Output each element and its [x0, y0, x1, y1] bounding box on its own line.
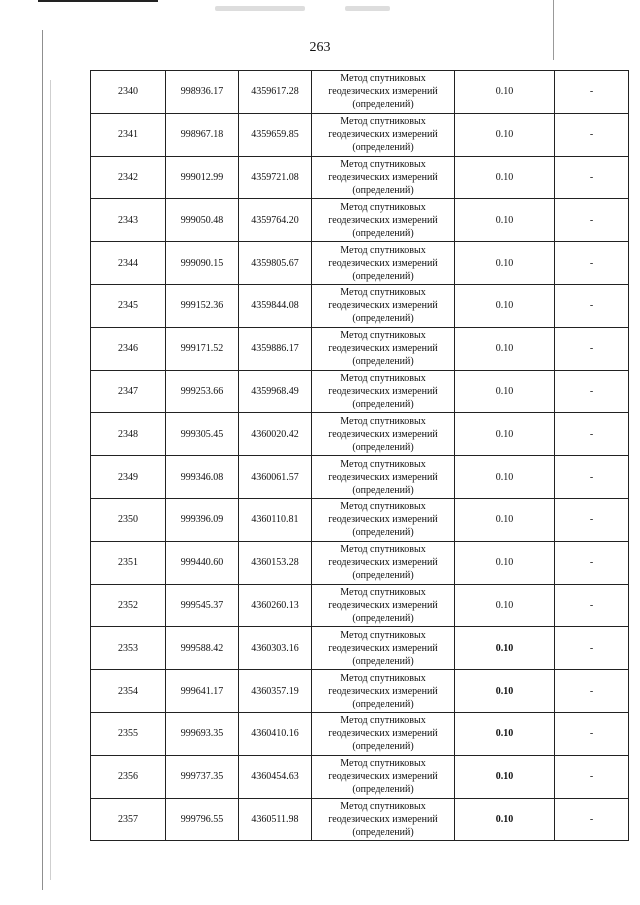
method-text-line: Метод спутниковых [340, 201, 426, 213]
method-text-line: Метод спутниковых [340, 287, 426, 299]
method-text-line: геодезических измерений [328, 685, 438, 697]
method-text-line: геодезических измерений [328, 385, 438, 397]
y-coordinate-cell: 4360061.57 [239, 456, 312, 499]
method-text-line: Метод спутниковых [340, 244, 426, 256]
method-text-line: Метод спутниковых [340, 758, 426, 770]
y-coordinate-cell: 4359805.67 [239, 242, 312, 285]
x-coordinate-cell: 999737.35 [166, 755, 239, 798]
accuracy-cell: 0.10 [455, 113, 555, 156]
scan-edge-top [38, 0, 158, 2]
y-coordinate-cell: 4360511.98 [239, 798, 312, 841]
y-coordinate-cell: 4360153.28 [239, 541, 312, 584]
x-coordinate-cell: 999253.66 [166, 370, 239, 413]
accuracy-cell: 0.10 [455, 199, 555, 242]
accuracy-cell: 0.10 [455, 327, 555, 370]
x-coordinate-cell: 999796.55 [166, 798, 239, 841]
accuracy-cell: 0.10 [455, 498, 555, 541]
table-row [91, 627, 629, 670]
method-text-line: (определений) [352, 227, 414, 239]
method-cell [312, 584, 455, 627]
method-text-line: (определений) [352, 270, 414, 282]
x-coordinate-cell: 999588.42 [166, 627, 239, 670]
method-text-line: геодезических измерений [328, 214, 438, 226]
accuracy-cell: 0.10 [455, 456, 555, 499]
method-text-line: геодезических измерений [328, 300, 438, 312]
note-cell: - [555, 584, 629, 627]
method-cell [312, 413, 455, 456]
note-cell: - [555, 370, 629, 413]
method-text-line: (определений) [352, 99, 414, 111]
point-number-cell: 2354 [91, 670, 166, 713]
scan-margin-line [50, 80, 51, 880]
scan-smudge [215, 6, 305, 11]
method-text-line: геодезических измерений [328, 728, 438, 740]
note-cell: - [555, 670, 629, 713]
page-number: 263 [309, 40, 331, 55]
method-cell [312, 627, 455, 670]
accuracy-cell: 0.10 [455, 712, 555, 755]
x-coordinate-cell: 999090.15 [166, 242, 239, 285]
point-number-cell: 2353 [91, 627, 166, 670]
accuracy-cell: 0.10 [455, 627, 555, 670]
note-cell: - [555, 712, 629, 755]
y-coordinate-cell: 4360110.81 [239, 498, 312, 541]
point-number-cell: 2345 [91, 284, 166, 327]
method-text-line: Метод спутниковых [340, 73, 426, 85]
x-coordinate-cell: 999396.09 [166, 498, 239, 541]
point-number-cell: 2351 [91, 541, 166, 584]
note-cell: - [555, 71, 629, 114]
accuracy-cell: 0.10 [455, 71, 555, 114]
method-text-line: геодезических измерений [328, 771, 438, 783]
method-text-line: геодезических измерений [328, 514, 438, 526]
table-row [91, 71, 629, 114]
y-coordinate-cell: 4359721.08 [239, 156, 312, 199]
table-row [91, 156, 629, 199]
x-coordinate-cell: 999050.48 [166, 199, 239, 242]
x-coordinate-cell: 999012.99 [166, 156, 239, 199]
x-coordinate-cell: 999545.37 [166, 584, 239, 627]
method-text-line: (определений) [352, 398, 414, 410]
method-text-line: Метод спутниковых [340, 800, 426, 812]
method-cell [312, 284, 455, 327]
y-coordinate-cell: 4360260.13 [239, 584, 312, 627]
note-cell: - [555, 113, 629, 156]
accuracy-cell: 0.10 [455, 755, 555, 798]
point-number-cell: 2347 [91, 370, 166, 413]
method-text-line: геодезических измерений [328, 343, 438, 355]
table-row [91, 498, 629, 541]
table-row [91, 541, 629, 584]
x-coordinate-cell: 999641.17 [166, 670, 239, 713]
method-text-line: (определений) [352, 655, 414, 667]
note-cell: - [555, 413, 629, 456]
method-cell [312, 670, 455, 713]
scan-margin-line [42, 30, 43, 890]
accuracy-cell: 0.10 [455, 670, 555, 713]
x-coordinate-cell: 999171.52 [166, 327, 239, 370]
table-row [91, 670, 629, 713]
y-coordinate-cell: 4359659.85 [239, 113, 312, 156]
method-text-line: (определений) [352, 441, 414, 453]
point-number-cell: 2357 [91, 798, 166, 841]
method-cell [312, 498, 455, 541]
method-text-line: Метод спутниковых [340, 415, 426, 427]
y-coordinate-cell: 4359764.20 [239, 199, 312, 242]
point-number-cell: 2342 [91, 156, 166, 199]
x-coordinate-cell: 998936.17 [166, 71, 239, 114]
note-cell: - [555, 456, 629, 499]
method-text-line: Метод спутниковых [340, 629, 426, 641]
point-number-cell: 2344 [91, 242, 166, 285]
method-text-line: (определений) [352, 826, 414, 838]
method-cell [312, 755, 455, 798]
method-cell [312, 242, 455, 285]
x-coordinate-cell: 999693.35 [166, 712, 239, 755]
table-row [91, 584, 629, 627]
method-text-line: Метод спутниковых [340, 715, 426, 727]
point-number-cell: 2355 [91, 712, 166, 755]
point-number-cell: 2348 [91, 413, 166, 456]
method-text-line: геодезических измерений [328, 171, 438, 183]
method-text-line: Метод спутниковых [340, 372, 426, 384]
y-coordinate-cell: 4359844.08 [239, 284, 312, 327]
y-coordinate-cell: 4360357.19 [239, 670, 312, 713]
table-row [91, 199, 629, 242]
point-number-cell: 2352 [91, 584, 166, 627]
y-coordinate-cell: 4359886.17 [239, 327, 312, 370]
method-cell [312, 327, 455, 370]
table-row [91, 456, 629, 499]
note-cell: - [555, 156, 629, 199]
note-cell: - [555, 627, 629, 670]
x-coordinate-cell: 999346.08 [166, 456, 239, 499]
y-coordinate-cell: 4360454.63 [239, 755, 312, 798]
method-text-line: (определений) [352, 142, 414, 154]
note-cell: - [555, 498, 629, 541]
method-text-line: (определений) [352, 484, 414, 496]
accuracy-cell: 0.10 [455, 242, 555, 285]
method-cell [312, 199, 455, 242]
note-cell: - [555, 199, 629, 242]
point-number-cell: 2340 [91, 71, 166, 114]
method-text-line: Метод спутниковых [340, 330, 426, 342]
method-text-line: (определений) [352, 612, 414, 624]
table-row [91, 798, 629, 841]
note-cell: - [555, 541, 629, 584]
y-coordinate-cell: 4359968.49 [239, 370, 312, 413]
method-text-line: геодезических измерений [328, 129, 438, 141]
coordinates-table [90, 70, 629, 841]
table-row [91, 712, 629, 755]
method-text-line: геодезических измерений [328, 642, 438, 654]
point-number-cell: 2341 [91, 113, 166, 156]
table-row [91, 370, 629, 413]
method-text-line: (определений) [352, 527, 414, 539]
method-text-line: геодезических измерений [328, 257, 438, 269]
method-cell [312, 156, 455, 199]
accuracy-cell: 0.10 [455, 798, 555, 841]
method-cell [312, 798, 455, 841]
method-text-line: Метод спутниковых [340, 672, 426, 684]
y-coordinate-cell: 4360303.16 [239, 627, 312, 670]
method-text-line: (определений) [352, 741, 414, 753]
note-cell: - [555, 755, 629, 798]
table-row [91, 413, 629, 456]
table-row [91, 113, 629, 156]
method-text-line: Метод спутниковых [340, 458, 426, 470]
note-cell: - [555, 242, 629, 285]
method-cell [312, 113, 455, 156]
method-text-line: (определений) [352, 570, 414, 582]
method-cell [312, 456, 455, 499]
note-cell: - [555, 284, 629, 327]
y-coordinate-cell: 4359617.28 [239, 71, 312, 114]
point-number-cell: 2356 [91, 755, 166, 798]
method-text-line: (определений) [352, 184, 414, 196]
note-cell: - [555, 798, 629, 841]
table-body [91, 71, 629, 841]
table-row [91, 327, 629, 370]
method-text-line: геодезических измерений [328, 813, 438, 825]
point-number-cell: 2346 [91, 327, 166, 370]
method-text-line: (определений) [352, 313, 414, 325]
method-text-line: (определений) [352, 698, 414, 710]
method-text-line: геодезических измерений [328, 599, 438, 611]
method-text-line: геодезических измерений [328, 557, 438, 569]
table-row [91, 755, 629, 798]
point-number-cell: 2350 [91, 498, 166, 541]
method-text-line: Метод спутниковых [340, 586, 426, 598]
method-text-line: Метод спутниковых [340, 501, 426, 513]
y-coordinate-cell: 4360410.16 [239, 712, 312, 755]
table-row [91, 284, 629, 327]
accuracy-cell: 0.10 [455, 541, 555, 584]
accuracy-cell: 0.10 [455, 156, 555, 199]
method-cell [312, 71, 455, 114]
method-text-line: (определений) [352, 784, 414, 796]
accuracy-cell: 0.10 [455, 284, 555, 327]
point-number-cell: 2343 [91, 199, 166, 242]
method-text-line: геодезических измерений [328, 428, 438, 440]
method-text-line: Метод спутниковых [340, 544, 426, 556]
accuracy-cell: 0.10 [455, 584, 555, 627]
method-text-line: Метод спутниковых [340, 116, 426, 128]
method-text-line: геодезических измерений [328, 86, 438, 98]
method-text-line: геодезических измерений [328, 471, 438, 483]
y-coordinate-cell: 4360020.42 [239, 413, 312, 456]
accuracy-cell: 0.10 [455, 413, 555, 456]
x-coordinate-cell: 999152.36 [166, 284, 239, 327]
note-cell: - [555, 327, 629, 370]
point-number-cell: 2349 [91, 456, 166, 499]
x-coordinate-cell: 999305.45 [166, 413, 239, 456]
x-coordinate-cell: 998967.18 [166, 113, 239, 156]
x-coordinate-cell: 999440.60 [166, 541, 239, 584]
method-cell [312, 370, 455, 413]
method-cell [312, 712, 455, 755]
method-text-line: (определений) [352, 356, 414, 368]
scan-smudge [345, 6, 390, 11]
accuracy-cell: 0.10 [455, 370, 555, 413]
table-row [91, 242, 629, 285]
method-text-line: Метод спутниковых [340, 158, 426, 170]
method-cell [312, 541, 455, 584]
